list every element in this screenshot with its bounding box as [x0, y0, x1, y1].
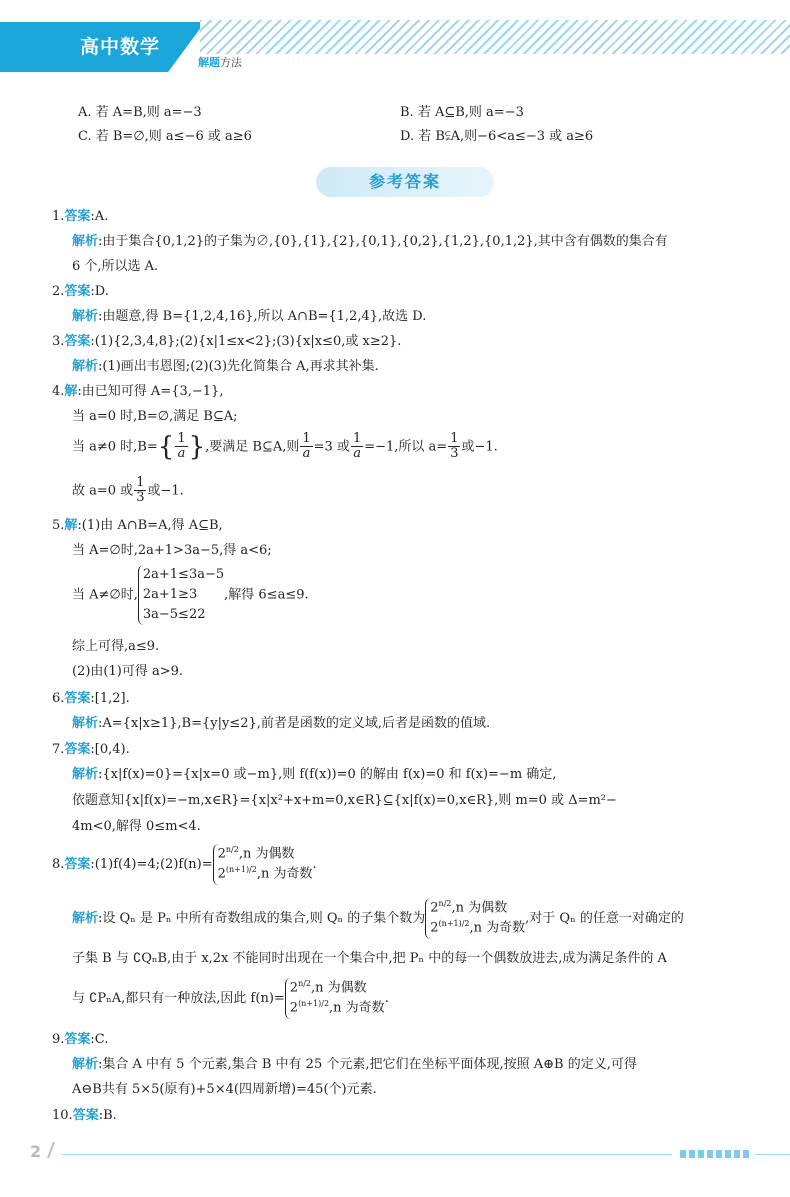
q2-analysis: 解析:由题意,得 B={1,2,4,16},所以 A∩B={1,2,4},故选 D. — [72, 309, 427, 324]
page-number: 2 — [30, 1142, 42, 1161]
q8-answer: 8.答案:(1)f(4)=4;(2)f(n)= $2^{n/2},n$ 为偶数 $2^{(n+1)/2},n$ 为奇数 . — [52, 844, 317, 885]
q3-analysis: 解析:(1)画出韦恩图;(2)(3)先化简集合 A,再求其补集. — [72, 359, 379, 374]
footer-dots — [680, 1150, 752, 1158]
q4-line4: 故 a=0 或 $\frac{1}{3}$ 或−1. — [72, 475, 184, 506]
choice-c: C. 若 B=∅,则 a≤−6 或 a≥6 — [78, 129, 252, 144]
q5-solution: 5.解:(1)由 A∩B=A,得 A⊆B, — [52, 518, 223, 533]
q8-analysis-3: 与 ∁PₙA,都只有一种放法,因此 f(n)= $2^{n/2},n$ 为偶数 $2^{(n+1)/2},n$ 为奇数 . — [72, 978, 389, 1019]
q5-line2: 当 A=∅时,2a+1>3a−5,得 a<6; — [72, 543, 272, 558]
q1-answer: 1.答案:A. — [52, 209, 109, 224]
book-subtitle: 解题方法 — [198, 56, 242, 69]
q6-analysis: 解析:A={x|x≥1},B={y|y≤2},前者是函数的定义域,后者是函数的值域. — [72, 716, 491, 731]
footer-rule-end — [755, 1154, 790, 1155]
choice-a: A. 若 A=B,则 a=−3 — [78, 105, 202, 120]
q9-answer: 9.答案:C. — [52, 1032, 109, 1047]
q4-line3: 当 a≠0 时,B={ $\frac{1}{a}$ },要满足 B⊆A,则 $\frac{1}{a}$ =3 或 $\frac{1}{a}$ =−1,所以 a= $\frac{1}{3}$ 或−1. — [72, 431, 498, 462]
q2-answer: 2.答案:D. — [52, 284, 109, 299]
q7-analysis: 解析:{x|f(x)=0}={x|x=0 或−m},则 f(f(x))=0 的解由 f(x)=0 和 f(x)=−m 确定, — [72, 767, 557, 782]
q10-answer: 10.答案:B. — [52, 1108, 117, 1123]
header-stripes — [200, 20, 790, 54]
choice-d: D. 若 B⫋A,则−6<a≤−3 或 a≥6 — [400, 129, 594, 144]
q8-analysis-2: 子集 B 与 ∁QₙB,由于 x,2x 不能同时出现在一个集合中,把 Pₙ 中的每一个偶数放进去,成为满足条件的 A — [72, 951, 667, 966]
q9-analysis: 解析:集合 A 中有 5 个元素,集合 B 中有 25 个元素,把它们在坐标平面体现,按照 A⊕B 的定义,可得 — [72, 1057, 637, 1072]
q5-system: 2a+1≤3a−5 2a+1≥3 3a−5≤22 — [138, 565, 224, 625]
q4-line2: 当 a=0 时,B=∅,满足 B⊆A; — [72, 409, 238, 424]
footer-rule — [62, 1154, 672, 1155]
q7-analysis-2: 依题意知{x|f(x)=−m,x∈R}={x|x²+x+m=0,x∈R}⊆{x|f(x)=0,x∈R},则 m=0 或 Δ=m²− — [72, 793, 617, 808]
q1-analysis: 解析:由于集合{0,1,2}的子集为∅,{0},{1},{2},{0,1},{0,2},{1,2},{0,1,2},其中含有偶数的集合有 — [72, 234, 668, 249]
q6-answer: 6.答案:[1,2]. — [52, 691, 130, 706]
q8-analysis: 解析:设 Qₙ 是 Pₙ 中所有奇数组成的集合,则 Qₙ 的子集个数为 $2^{n/2},n$ 为偶数 $2^{(n+1)/2},n$ 为奇数 ,对于 Qₙ 的任意一对确定的 — [72, 898, 684, 939]
q4-solution: 4.解:由已知可得 A={3,−1}, — [52, 384, 224, 399]
q5-line4: 综上可得,a≤9. — [72, 639, 160, 654]
q7-analysis-3: 4m<0,解得 0≤m<4. — [72, 819, 201, 834]
choice-row-2 — [78, 128, 778, 147]
q5-line5: (2)由(1)可得 a>9. — [72, 664, 184, 679]
q1-analysis-cont: 6 个,所以选 A. — [72, 259, 159, 274]
page-number-mark — [47, 1142, 63, 1158]
answer-banner: 参考答案 — [316, 167, 494, 197]
q9-analysis-2: A⊖B共有 5×5(原有)+5×4(四周新增)=45(个)元素. — [72, 1082, 377, 1097]
q7-answer: 7.答案:[0,4). — [52, 742, 130, 757]
q5-line3: 当 A≠∅时, 2a+1≤3a−5 2a+1≥3 3a−5≤22 ,解得 6≤a≤9. — [72, 565, 309, 625]
choice-row-1 — [78, 104, 778, 123]
choice-b: B. 若 A⊆B,则 a=−3 — [400, 105, 524, 120]
q8-result: $2^{n/2},n$ 为偶数 $2^{(n+1)/2},n$ 为奇数 — [285, 978, 385, 1019]
q8-subset-count: $2^{n/2},n$ 为偶数 $2^{(n+1)/2},n$ 为奇数 — [425, 898, 525, 939]
q3-answer: 3.答案:(1){2,3,4,8};(2){x|1≤x<2};(3){x|x≤0,或 x≥2}. — [52, 334, 402, 349]
book-title: 高中数学 — [80, 36, 161, 58]
page-header — [0, 0, 790, 78]
q8-piecewise: $2^{n/2},n$ 为偶数 $2^{(n+1)/2},n$ 为奇数 — [213, 844, 313, 885]
